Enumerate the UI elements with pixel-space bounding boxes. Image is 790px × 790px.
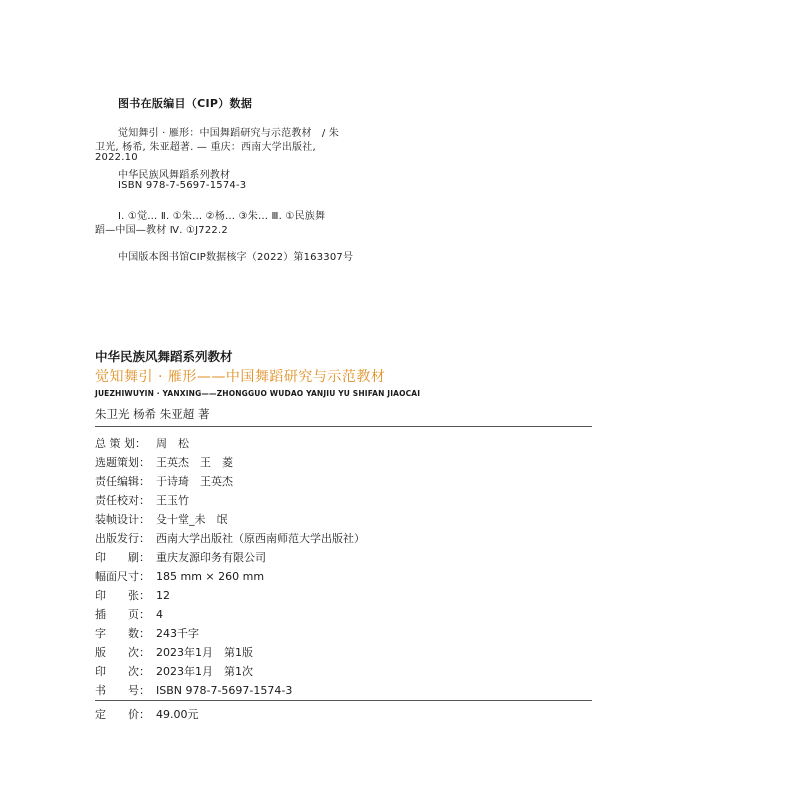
info-value: 于诗琦 王英杰 — [156, 475, 233, 488]
info-label: 印 刷： — [95, 551, 150, 564]
book-authors: 朱卫光 杨希 朱亚超 著 — [95, 407, 210, 421]
info-row-word-count — [95, 625, 199, 641]
info-value: 西南大学出版社（原西南师范大学出版社） — [156, 532, 365, 545]
cip-date-line: 2022.10 — [95, 152, 138, 163]
info-value: 2023年1月 第1版 — [156, 646, 253, 659]
info-label: 装帧设计： — [95, 513, 150, 526]
info-row-publisher — [95, 530, 365, 546]
info-row-chief-planner — [95, 435, 189, 451]
info-value: 周 松 — [156, 437, 189, 450]
cip-classification-line: Ⅰ. ①觉… Ⅱ. ①朱… ②杨… ③朱… Ⅲ. ①民族舞 — [118, 211, 326, 222]
series-name: 中华民族风舞蹈系列教材 — [95, 349, 233, 364]
cip-isbn-line: ISBN 978-7-5697-1574-3 — [118, 180, 247, 191]
info-label: 定 价： — [95, 708, 150, 721]
info-label: 字 数： — [95, 627, 150, 640]
info-row-designer — [95, 511, 228, 527]
cip-title-line: 觉知舞引 · 雁形：中国舞蹈研究与示范教材 / 朱 — [118, 128, 340, 139]
info-label: 总 策 划： — [95, 437, 146, 450]
info-label: 责任编辑： — [95, 475, 150, 488]
info-row-topic-planner — [95, 454, 233, 470]
info-row-proofreader — [95, 492, 189, 508]
info-row-inserts — [95, 606, 163, 622]
info-row-price — [95, 706, 199, 722]
bottom-rule — [95, 700, 592, 701]
info-value: 243千字 — [156, 627, 199, 640]
info-value: 49.00元 — [156, 708, 199, 721]
info-label: 书 号： — [95, 684, 150, 697]
info-label: 印 张： — [95, 589, 150, 602]
info-label: 幅面尺寸： — [95, 570, 150, 583]
info-row-edition — [95, 644, 253, 660]
info-label: 选题策划： — [95, 456, 150, 469]
info-value: ISBN 978-7-5697-1574-3 — [156, 684, 293, 697]
info-row-printing — [95, 663, 253, 679]
info-value: 185 mm × 260 mm — [156, 570, 265, 583]
info-row-printer — [95, 549, 266, 565]
info-value: 12 — [156, 589, 170, 602]
cip-series-line: 中华民族风舞蹈系列教材 — [118, 170, 231, 181]
book-title-pinyin: JUEZHIWUYIN · YANXING——ZHONGGUO WUDAO YANJIU YU SHIFAN JIAOCAI — [95, 389, 421, 398]
info-value: 殳十堂_未 氓 — [156, 513, 228, 526]
cip-heading: 图书在版编目（CIP）数据 — [118, 97, 253, 110]
info-label: 责任校对： — [95, 494, 150, 507]
info-label: 印 次： — [95, 665, 150, 678]
info-row-isbn — [95, 682, 292, 698]
info-row-sheets — [95, 587, 170, 603]
book-title: 觉知舞引 · 雁形——中国舞蹈研究与示范教材 — [95, 369, 386, 385]
info-row-format — [95, 568, 264, 584]
info-value: 重庆友源印务有限公司 — [156, 551, 266, 564]
info-value: 2023年1月 第1次 — [156, 665, 253, 678]
top-rule — [95, 426, 592, 427]
cip-authors-line: 卫光, 杨希, 朱亚超著. — 重庆：西南大学出版社, — [95, 142, 316, 153]
info-value: 王玉竹 — [156, 494, 189, 507]
info-label: 版 次： — [95, 646, 150, 659]
cip-classification-line-2: 蹈—中国—教材 Ⅳ. ①J722.2 — [95, 225, 228, 236]
cip-record-number: 中国版本图书馆CIP数据核字（2022）第163307号 — [118, 252, 354, 263]
info-value: 4 — [156, 608, 163, 621]
info-row-editor — [95, 473, 233, 489]
info-label: 出版发行： — [95, 532, 150, 545]
info-value: 王英杰 王 菱 — [156, 456, 233, 469]
info-label: 插 页： — [95, 608, 150, 621]
